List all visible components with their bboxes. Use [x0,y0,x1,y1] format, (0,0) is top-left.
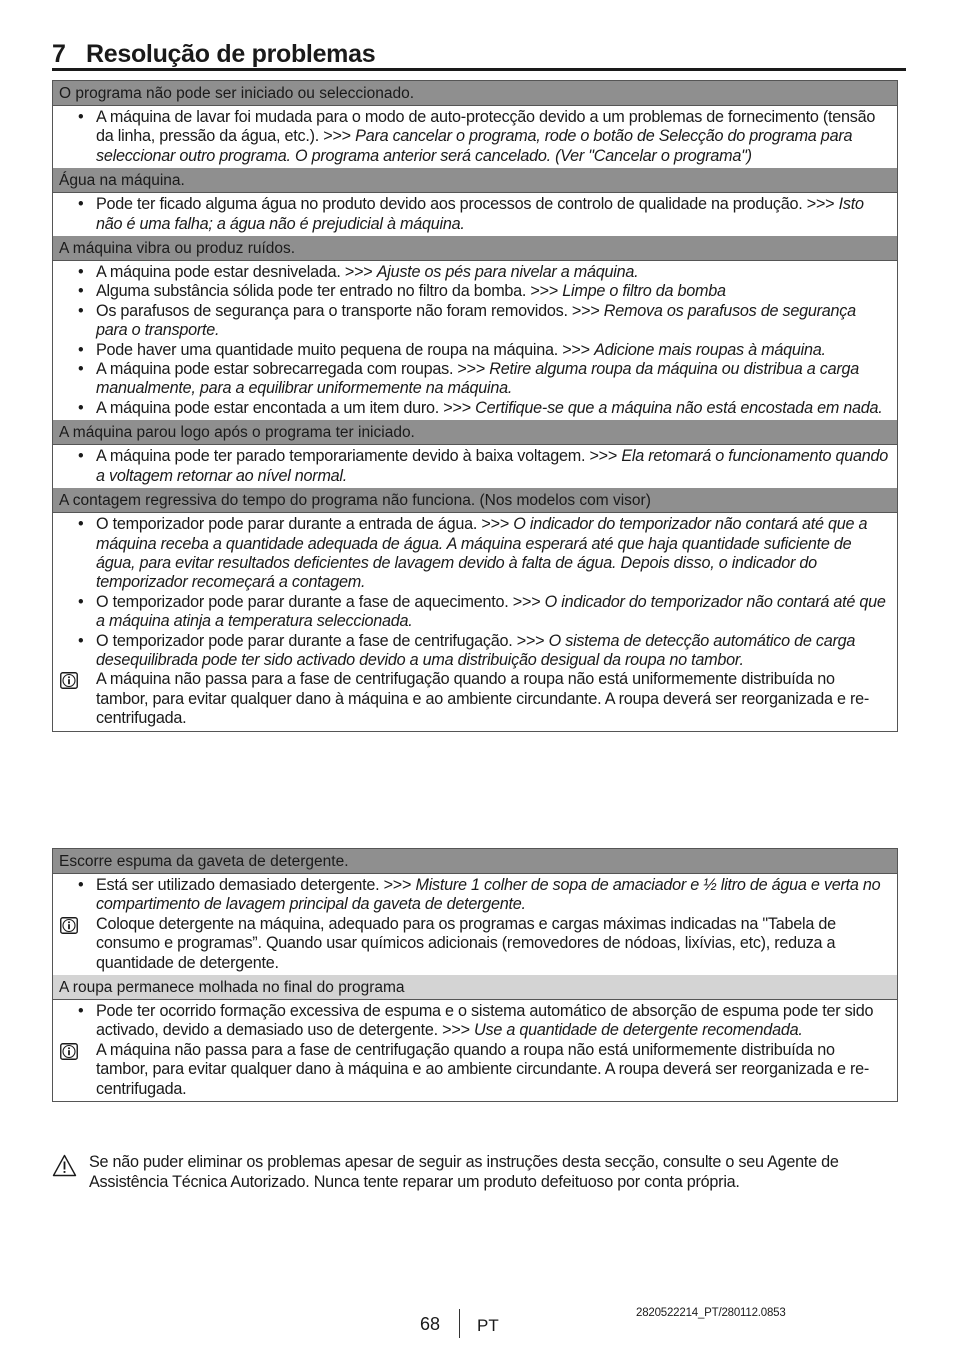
list-item [59,1002,891,1041]
item-action: Isto não é uma falha; a água não é prejudicial à máquina. [96,195,864,233]
list-item [59,341,891,360]
warning-text: Se não puder eliminar os problemas apesar de seguir as instruções desta secção, consulte o seu Agente de Assistência Técnica Autorizado. Nunca tente reparar um produto defeituoso por conta própria. [89,1153,839,1191]
item-cause: Está ser utilizado demasiado detergente. >>> [96,876,416,894]
bullet: • [78,360,84,379]
bullet: • [78,195,84,214]
bullet: • [78,398,84,417]
item-cause: A máquina pode estar encontada a um item duro. >>> [96,398,476,417]
bullet: • [78,1002,84,1021]
item-cause: Alguma substância sólida pode ter entrado no filtro da bomba. >>> [96,282,563,301]
section-title: Resolução de problemas [86,40,376,68]
section-body [53,193,897,236]
section-header: Escorre espuma da gaveta de detergente. [53,849,897,874]
list-item [59,876,891,915]
list-item [59,593,891,632]
section-6 [53,975,897,1101]
list-item [59,195,891,234]
section-body [53,1000,897,1101]
section-header: Água na máquina. [53,168,897,193]
list-item [59,263,891,282]
note-text: A máquina não passa para a fase de centrifugação quando a roupa não está uniformemente distribuída no tambor, para evitar qualquer dano à máquina e ao ambiente circundante. A roupa deverá ser reorganizada e re-centrifugada. [96,670,869,728]
list-item [59,447,891,486]
info-icon [60,917,78,934]
bullet: • [78,108,84,126]
section-header: A máquina parou logo após o programa ter iniciado. [53,420,897,445]
footer-divider [459,1309,460,1338]
item-action: Certifique-se que a máquina não está encostada em nada. [475,398,883,417]
section-4 [53,488,897,730]
item-cause: A máquina de lavar foi mudada para o modo de auto-protecção devido a um problemas de fornecimento (tensão da linha, pressão da água, etc.). >>> [96,108,876,146]
item-cause: O temporizador pode parar durante a fase de aquecimento. >>> [96,592,545,611]
item-cause: Os parafusos de segurança para o transporte não foram removidos. >>> [96,301,604,320]
item-cause: Pode ter ocorrido formação excessiva de espuma e o sistema automático de absorção de espuma pode ter sido activado, devido a demasiado uso de detergente. >>> [96,1002,874,1040]
info-icon [60,672,78,689]
list-item [59,360,891,399]
item-action: O indicador do temporizador não contará até que a máquina atinja a temperatura seleccionada. [96,592,886,631]
list-item [59,632,891,671]
item-cause: Pode haver uma quantidade muito pequena de roupa na máquina. >>> [96,340,595,359]
warning-note [52,1153,898,1192]
item-action: Ela retomará o funcionamento quando a voltagem retornar ao nível normal. [96,447,888,485]
item-cause: O temporizador pode parar durante a entrada de água. >>> [96,515,514,534]
item-cause: A máquina pode estar sobrecarregada com roupas. >>> [96,360,490,379]
note-text: Coloque detergente na máquina, adequado para os programas e cargas máximas indicadas na "Tabela de consumo e programas”. Quando usar químicos adicionais (removedores de nódoas, lixívias, etc), reduza a quantidade de detergente. [96,914,836,972]
bullet: • [78,301,84,320]
info-note [59,915,891,973]
section-body [53,106,897,168]
item-action: Para cancelar o programa, rode o botão de Selecção do programa para seleccionar outro programa. O programa anterior será cancelado. (Ver "Cancelar o programa") [96,127,853,165]
list-item [59,399,891,418]
troubleshooting-table-2 [52,848,898,1102]
page-title [52,40,906,71]
item-action: Ajuste os pés para nivelar a máquina. [376,263,639,282]
list-item [59,282,891,301]
item-cause: Pode ter ficado alguma água no produto devido aos processos de controlo de qualidade na produção. >>> [96,195,839,214]
section-header: O programa não pode ser iniciado ou seleccionado. [53,81,897,106]
bullet: • [78,447,84,466]
item-action: Remova os parafusos de segurança para o transporte. [96,301,856,340]
bullet: • [78,282,84,301]
bullet: • [78,263,84,282]
page-number: 68 [420,1314,441,1334]
item-action: O sistema de detecção automático de carga desequilibrada pode ter sido activado devido a uma distribuição desigual da roupa no tambor. [96,631,856,669]
item-cause: A máquina pode estar desnivelada. >>> [96,263,377,282]
item-action: Misture 1 colher de sopa de amaciador e ½ litro de água e verta no compartimento de lavagem principal da gaveta de detergente. [96,876,881,914]
info-note [59,1041,891,1099]
item-action: O indicador do temporizador não contará até que a máquina receba a quantidade adequada de água. A máquina esperará até que haja quantidade suficiente de água, para evitar resultados deficientes de lavagem devido à falta de água. Depois disso, o indicador do temporizador recomeçará a contagem. [96,515,868,592]
warning-triangle-icon [52,1154,77,1177]
bullet: • [78,876,84,894]
item-cause: O temporizador pode parar durante a fase de centrifugação. >>> [96,631,549,650]
info-icon [60,1043,78,1060]
section-0 [53,81,897,168]
section-header: A roupa permanece molhada no final do programa [53,975,897,1000]
note-text: A máquina não passa para a fase de centrifugação quando a roupa não está uniformemente distribuída no tambor, para evitar qualquer dano à máquina e ao ambiente circundante. A roupa deverá ser reorganizada e re-centrifugada. [96,1040,869,1098]
section-header: A máquina vibra ou produz ruídos. [53,236,897,261]
section-header: A contagem regressiva do tempo do programa não funciona. (Nos modelos com visor) [53,488,897,513]
item-action: Limpe o filtro da bomba [562,282,726,301]
section-body [53,261,897,420]
bullet: • [78,631,84,650]
section-2 [53,236,897,420]
section-body [53,445,897,488]
section-1 [53,168,897,236]
troubleshooting-table-1 [52,80,898,732]
language-code: PT [477,1316,499,1335]
section-body [53,513,897,730]
section-5 [53,849,897,975]
bullet: • [78,340,84,359]
section-3 [53,420,897,488]
item-action: Retire alguma roupa da máquina ou distribua a carga manualmente, para a equilibrar uniformemente na máquina. [96,360,859,398]
info-note [59,670,891,728]
bullet: • [78,592,84,611]
list-item [59,515,891,593]
list-item [59,108,891,166]
item-action: Use a quantidade de detergente recomendada. [474,1021,803,1040]
list-item [59,302,891,341]
item-action: Adicione mais roupas à máquina. [594,340,826,359]
item-cause: A máquina pode ter parado temporariamente devido à baixa voltagem. >>> [96,447,622,466]
document-code: 2820522214_PT/280112.0853 [636,1307,786,1319]
section-body [53,874,897,975]
bullet: • [78,515,84,534]
section-number: 7 [52,40,66,68]
